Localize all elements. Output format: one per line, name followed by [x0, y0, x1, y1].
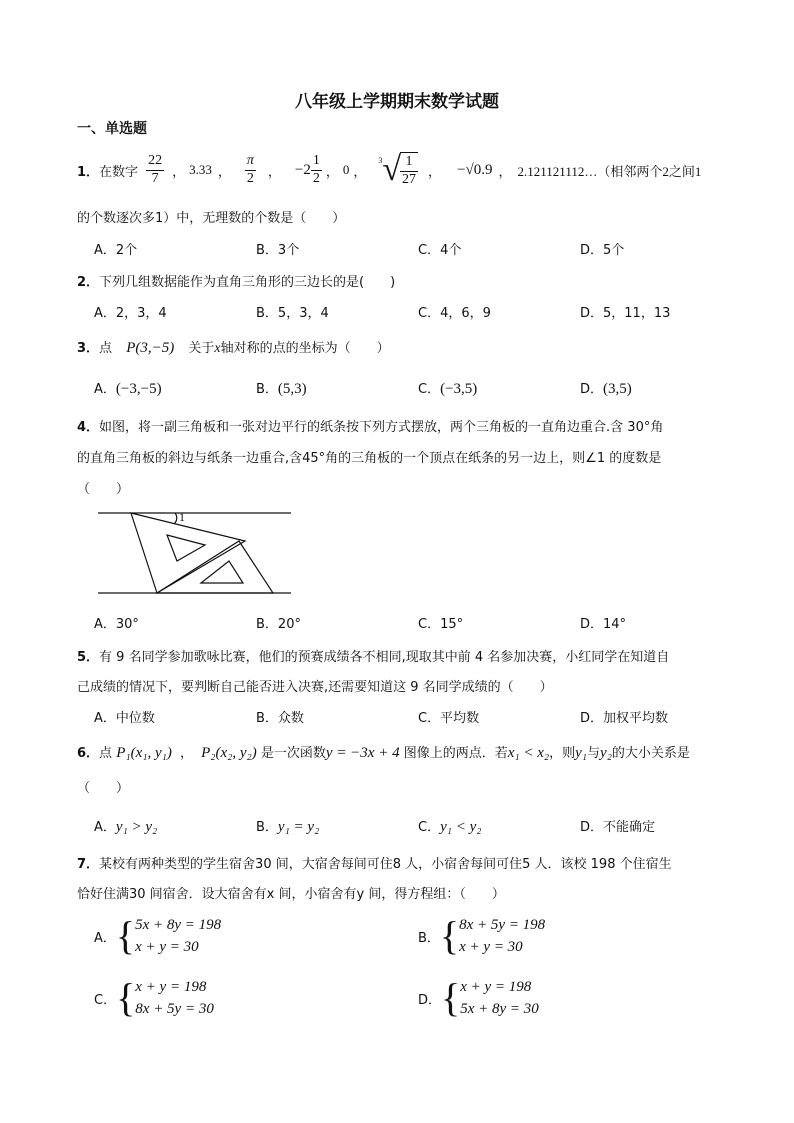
option-c[interactable]: C． { x + y = 198 8x + 5y = 30 [94, 975, 214, 1020]
option-b[interactable]: B．20° [256, 617, 301, 632]
cube-root: $^3$ √ $\frac{1}{27}$ [378, 151, 417, 188]
option-d[interactable]: D．5，11，13 [580, 306, 671, 321]
question-5-line-2: 己成绩的情况下，要判断自己能否进入决赛,还需要知道这 9 名同学成绩的（ ） [77, 680, 553, 695]
page-title: 八年级上学期期末数学试题 [295, 92, 499, 112]
question-4-line-1: 4．如图，将一副三角板和一张对边平行的纸条按下列方式摆放，两个三角板的一直角边重合.含 30°角 [77, 420, 664, 435]
option-a[interactable]: A． { 5x + 8y = 198 x + y = 30 [94, 913, 222, 958]
mixed-fraction: $\frac{1}{2}$ [312, 153, 320, 186]
question-1-line-1: 1． 在数字 $\frac{22}{7}$ ， 3.33 ， $\frac{\pi}{2}$ ， −2 $\frac{1}{2}$ ， 0 ， $^3$ √ $\frac{1}{27}$ ， −√0.9 ， 2.121121112…（相邻两个2之间1 [77, 151, 702, 188]
option-c[interactable]: C．4个 [418, 243, 462, 258]
option-b[interactable]: B． { 8x + 5y = 198 x + y = 30 [418, 913, 546, 958]
option-a[interactable]: A．30° [94, 617, 139, 632]
option-a[interactable]: A．2，3，4 [94, 306, 167, 321]
question-6-line-2: （ ） [77, 781, 130, 796]
option-c[interactable]: C．y₁ < y₂ [418, 819, 482, 835]
question-3: 3．点 P(3,−5) 关于x轴对称的点的坐标为（ ） [77, 340, 390, 356]
fraction-pi-2: $\frac{\pi}{2}$ [246, 153, 254, 186]
option-b[interactable]: B．众数 [256, 711, 304, 726]
question-5-line-1: 5．有 9 名同学参加歌咏比赛，他们的预赛成绩各不相同,现取其中前 4 名参加决赛，小红同学在知道自 [77, 650, 670, 665]
option-b[interactable]: B．3个 [256, 243, 300, 258]
section-heading: 一、单选题 [77, 121, 147, 137]
option-d[interactable]: D．加权平均数 [580, 711, 669, 726]
option-b[interactable]: B．5，3，4 [256, 306, 329, 321]
option-a[interactable]: A．2个 [94, 243, 138, 258]
question-number: 1． [77, 164, 100, 180]
option-c[interactable]: C．平均数 [418, 711, 480, 726]
option-d[interactable]: D．5个 [580, 243, 625, 258]
question-text: 在数字 [99, 164, 139, 180]
option-c[interactable]: C．15° [418, 617, 464, 632]
option-c[interactable]: C．(−3,5) [418, 381, 478, 397]
question-4-line-2: 的直角三角板的斜边与纸条一边重合,含45°角的三角板的一个顶点在纸条的另一边上，则∠1 的度数是 [77, 451, 662, 466]
option-d[interactable]: D． { x + y = 198 5x + 8y = 30 [418, 975, 539, 1020]
angle-label: 1 [179, 510, 185, 524]
option-c[interactable]: C．4，6，9 [418, 306, 491, 321]
option-a[interactable]: A．(−3,−5) [94, 381, 162, 397]
option-a[interactable]: A．y₁ > y₂ [94, 819, 158, 835]
option-d[interactable]: D．14° [580, 617, 627, 632]
option-b[interactable]: B．y₁ = y₂ [256, 819, 320, 835]
option-d[interactable]: D．(3,5) [580, 381, 632, 397]
option-a[interactable]: A．中位数 [94, 711, 155, 726]
fraction-22-7: $\frac{22}{7}$ [148, 153, 163, 186]
question-4-line-3: （ ） [77, 482, 130, 497]
question-1-line-2: 的个数逐次多1）中，无理数的个数是（ ） [77, 211, 346, 226]
question-6-line-1: 6．点 P₁(x₁, y₁) ， P₂(x₂, y₂) 是一次函数y = −3x + 4 图像上的两点．若x₁ < x₂，则y₁与y₂的大小关系是 [77, 745, 690, 761]
question-2: 2．下列几组数据能作为直角三角形的三边长的是( ) [77, 275, 396, 290]
question-7-line-1: 7．某校有两种类型的学生宿舍30 间，大宿舍每间可住8 人，小宿舍每间可住5 人．该校 198 个住宿生 [77, 857, 672, 872]
option-d[interactable]: D．不能确定 [580, 820, 656, 835]
question-7-line-2: 恰好住满30 间宿舍．设大宿舍有x 间，小宿舍有y 间，得方程组：（ ） [77, 887, 505, 902]
triangle-ruler-figure [95, 505, 295, 600]
option-b[interactable]: B．(5,3) [256, 381, 307, 397]
